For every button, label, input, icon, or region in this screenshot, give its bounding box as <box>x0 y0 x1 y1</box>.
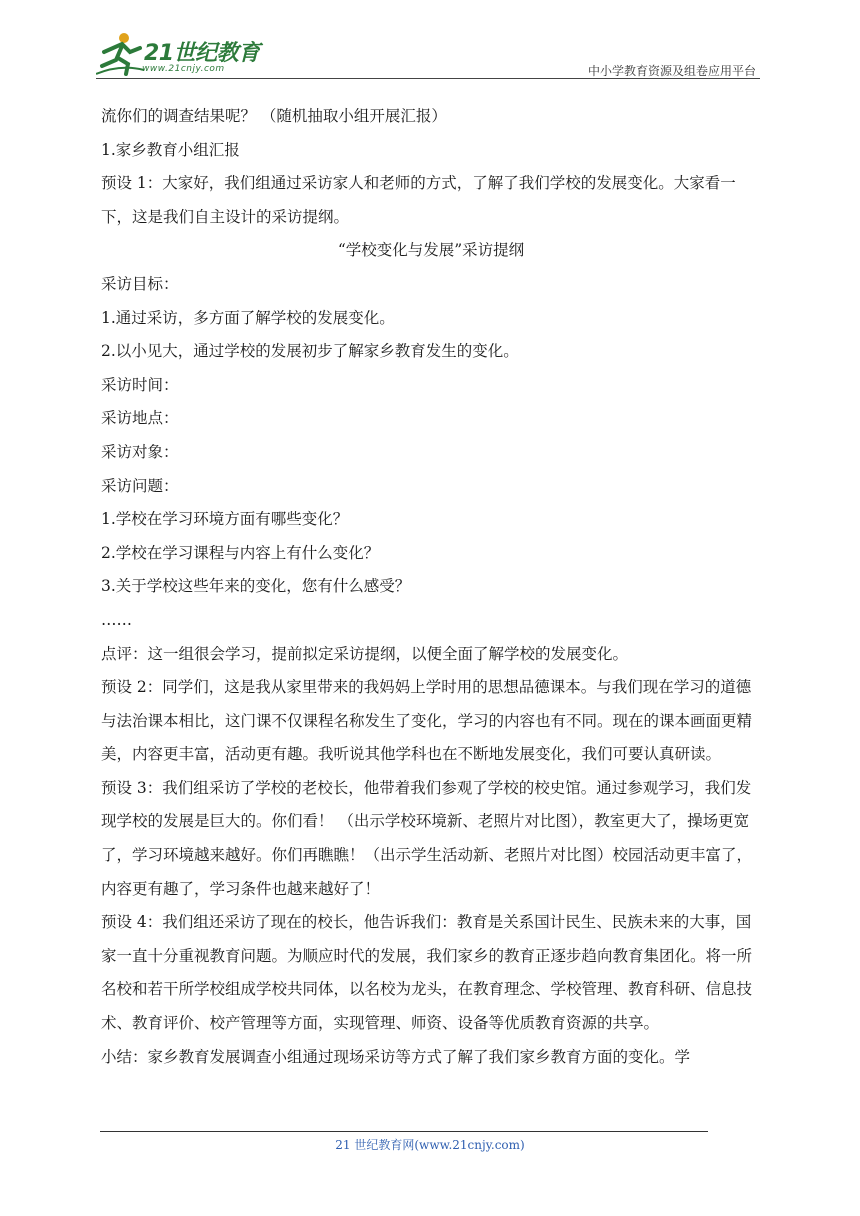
logo-text: 21世纪教育 <box>144 41 260 66</box>
paragraph: 采访问题： <box>101 476 179 495</box>
paragraph: 采访对象： <box>101 442 179 461</box>
outline-title: “学校变化与发展”采访提纲 <box>337 241 525 260</box>
ellipsis: …… <box>101 610 132 629</box>
page-header <box>96 30 760 80</box>
paragraph: 小结：家乡教育发展调查小组通过现场采访等方式了解了我们家乡教育方面的变化。学 <box>101 1047 691 1066</box>
paragraph: 预设 4：我们组还采访了现在的校长，他告诉我们：教育是关系国计民生、民族未来的大事，国家一直十分重视教育问题。为顺应时代的发展，我们家乡的教育正逐步趋向教育集团化。将一所名校和若干所学校组成学校共同体，以名校为龙头，在教育理念、学校管理、教育科研、信息技术、教育评价、校产管理等方面，实现管理、师资、设备等优质教育资源的共享。 <box>101 913 753 1033</box>
site-logo[interactable] <box>96 30 266 78</box>
paragraph: 2.以小见大，通过学校的发展初步了解家乡教育发生的变化。 <box>101 342 519 361</box>
paragraph: 1.通过采访，多方面了解学校的发展变化。 <box>101 308 395 327</box>
paragraph: 采访目标： <box>101 274 179 293</box>
logo-url: www.21cnjy.com <box>142 64 225 74</box>
page-footer[interactable]: 21 世纪教育网(www.21cnjy.com) <box>335 1138 525 1152</box>
paragraph: 预设 1：大家好，我们组通过采访家人和老师的方式，了解了我们学校的发展变化。大家看一下，这是我们自主设计的采访提纲。 <box>101 174 736 226</box>
paragraph: 1.家乡教育小组汇报 <box>101 140 240 159</box>
paragraph: 采访时间： <box>101 375 179 394</box>
header-divider <box>96 78 760 79</box>
paragraph: 采访地点： <box>101 409 179 428</box>
platform-name: 中小学教育资源及组卷应用平台 <box>587 64 756 78</box>
paragraph: 预设 3：我们组采访了学校的老校长，他带着我们参观了学校的校史馆。通过参观学习，我们发现学校的发展是巨大的。你们看！ （出示学校环境新、老照片对比图），教室更大了，操场更宽了，学习环境越来越好。你们再瞧瞧！（出示学生活动新、老照片对比图）校园活动更丰富了，内容更有趣了，学习条件也越来越好了！ <box>101 778 753 898</box>
paragraph: 点评：这一组很会学习，提前拟定采访提纲，以便全面了解学校的发展变化。 <box>101 644 629 663</box>
paragraph: 1.学校在学习环境方面有哪些变化？ <box>101 510 349 529</box>
paragraph: 2.学校在学习课程与内容上有什么变化？ <box>101 543 380 562</box>
document-body <box>101 100 761 1074</box>
paragraph: 流你们的调查结果呢？ （随机抽取小组开展汇报） <box>101 107 447 125</box>
runner-logo-icon <box>96 30 144 76</box>
footer-divider <box>100 1131 708 1132</box>
paragraph: 预设 2：同学们，这是我从家里带来的我妈妈上学时用的思想品德课本。与我们现在学习的道德与法治课本相比，这门课不仅课程名称发生了变化，学习的内容也有不同。现在的课本画面更精美，内容更丰富，活动更有趣。我听说其他学科也在不断地发展变化，我们可要认真研读。 <box>101 678 753 764</box>
paragraph: 3.关于学校这些年来的变化，您有什么感受？ <box>101 577 411 596</box>
